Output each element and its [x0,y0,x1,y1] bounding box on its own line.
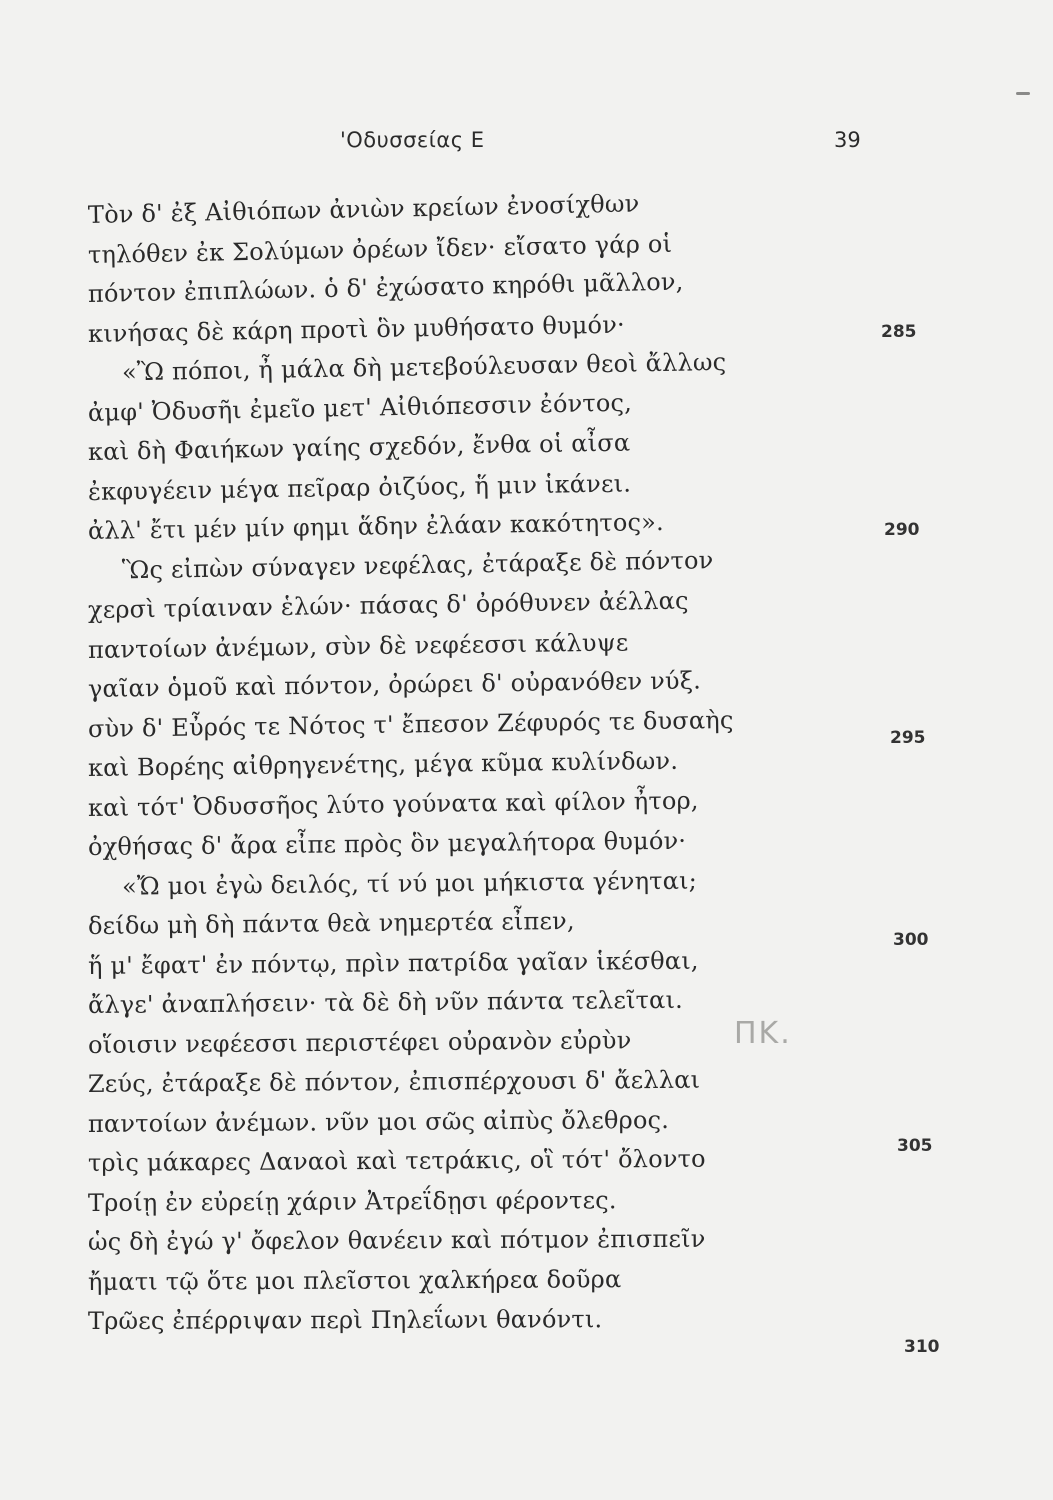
verse-line: Τρῶες ἐπέρριψαν περὶ Πηλεΐωνι θανόντι. [87,1305,603,1335]
verse-line: ἀμφ' Ὀδυσῆι ἐμεῖο μετ' Αἰθιόπεσσιν ἐόντος, [87,388,633,427]
verse-line: δείδω μὴ δὴ πάντα θεὰ νημερτέα εἶπεν, [87,906,575,940]
verse-line: τηλόθεν ἐκ Σολύμων ὀρέων ἴδεν· εἴσατο γάρ οἱ [87,229,673,269]
verse-line: καὶ τότ' Ὀδυσσῆος λύτο γούνατα καὶ φίλον ἦτορ, [87,786,699,822]
verse-line: ὡς δὴ ἐγώ γ' ὄφελον θανέειν καὶ πότμον ἐπισπεῖν [87,1224,706,1256]
verse-line: καὶ δὴ Φαιήκων γαίης σχεδόν, ἔνθα οἱ αἶσα [87,428,631,466]
verse-block [87,189,848,1342]
line-number: 305 [897,1136,933,1156]
verse-line: παντοίων ἀνέμων. νῦν μοι σῶς αἰπὺς ὄλεθρος. [87,1105,670,1138]
verse-line: Ζεύς, ἐτάραξε δὲ πόντον, ἐπισπέρχουσι δ' ἄελλαι [87,1065,701,1098]
verse-line: γαῖαν ὁμοῦ καὶ πόντον, ὀρώρει δ' οὐρανόθεν νύξ. [87,666,702,703]
verse-line: «Ὤ μοι ἐγὼ δειλός, τί νύ μοι μήκιστα γένηται; [121,866,698,901]
verse-line: ἥ μ' ἔφατ' ἐν πόντῳ, πρὶν πατρίδα γαῖαν ἱκέσθαι, [87,946,699,980]
verse-line: Τὸν δ' ἐξ Αἰθιόπων ἀνιὼν κρείων ἐνοσίχθων [87,189,640,229]
scan-speck [1016,92,1030,95]
verse-line: χερσὶ τρίαιναν ἑλών· πάσας δ' ὀρόθυνεν ἀέλλας [87,586,689,624]
verse-line: σὺν δ' Εὖρός τε Νότος τ' ἔπεσον Ζέφυρός τε δυσαὴς [87,705,734,743]
verse-line: ἤματι τῷ ὅτε μοι πλεῖστοι χαλκήρεα δοῦρα [87,1264,622,1296]
verse-line: ὀχθήσας δ' ἄρα εἶπε πρὸς ὃν μεγαλήτορα θυμόν· [87,826,687,861]
pencil-margin-note: ΠΚ. [734,1016,792,1051]
verse-line: πόντον ἐπιπλώων. ὁ δ' ἐχώσατο κηρόθι μᾶλλον, [87,267,684,308]
verse-line: Ὣς εἰπὼν σύναγεν νεφέλας, ἐτάραξε δὲ πόντον [121,545,714,584]
verse-line: Τροίῃ ἐν εὐρείῃ χάριν Ἀτρεΐδῃσι φέροντες. [87,1185,617,1217]
verse-line: παντοίων ἀνέμων, σὺν δὲ νεφέεσσι κάλυψε [87,627,629,664]
line-number: 310 [904,1337,940,1357]
verse-line: «Ὢ πόποι, ἦ μάλα δὴ μετεβούλευσαν θεοὶ ἄλλως [121,347,727,387]
line-number: 285 [881,322,917,342]
verse-line: κινήσας δὲ κάρη προτὶ ὃν μυθήσατο θυμόν· [87,310,626,348]
verse-line: ἄλγε' ἀναπλήσειν· τὰ δὲ δὴ νῦν πάντα τελεῖται. [87,985,684,1019]
verse-line: καὶ Βορέης αἰθρηγενέτης, μέγα κῦμα κυλίνδων. [87,746,679,782]
line-number: 290 [884,520,920,540]
verse-line: ἐκφυγέειν μέγα πεῖραρ ὀιζύος, ἥ μιν ἱκάνει. [87,468,632,506]
verse-line: ἀλλ' ἔτι μέν μίν φημι ἅδην ἐλάαν κακότητος». [87,507,665,545]
page-number: 39 [834,128,861,152]
verse-line: τρὶς μάκαρες Δαναοὶ καὶ τετράκις, οἳ τότ' ὄλοντο [87,1144,706,1177]
line-number: 295 [890,728,926,748]
verse-line: οἵοισιν νεφέεσσι περιστέφει οὐρανὸν εὐρὺν [87,1025,632,1059]
line-number: 300 [893,930,929,950]
running-head: 'Οδυσσείας Ε [340,128,485,152]
